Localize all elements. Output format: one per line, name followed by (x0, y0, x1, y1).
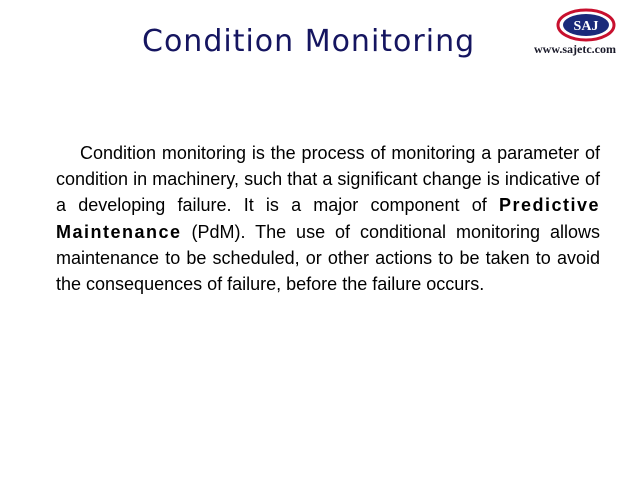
slide-title: Condition Monitoring (142, 24, 476, 59)
paragraph-emphasis: Predictive Maintenance (56, 195, 600, 242)
logo-url: www.sajetc.com (534, 42, 616, 56)
saj-logo (534, 6, 638, 58)
saj-logo-icon (556, 8, 616, 42)
logo-text: SAJ (573, 19, 599, 34)
paragraph-text-before: Condition monitoring is the process of monitoring a parameter of condition in machinery, such that a significant change is indicative of a developing failure. It is a major component of (56, 143, 600, 216)
paragraph-text-after: (PdM). The use of conditional monitoring allows maintenance to be scheduled, or other actions to be taken to avoid the consequences of failure, before the failure occurs. (56, 221, 600, 295)
body-paragraph (56, 140, 600, 297)
